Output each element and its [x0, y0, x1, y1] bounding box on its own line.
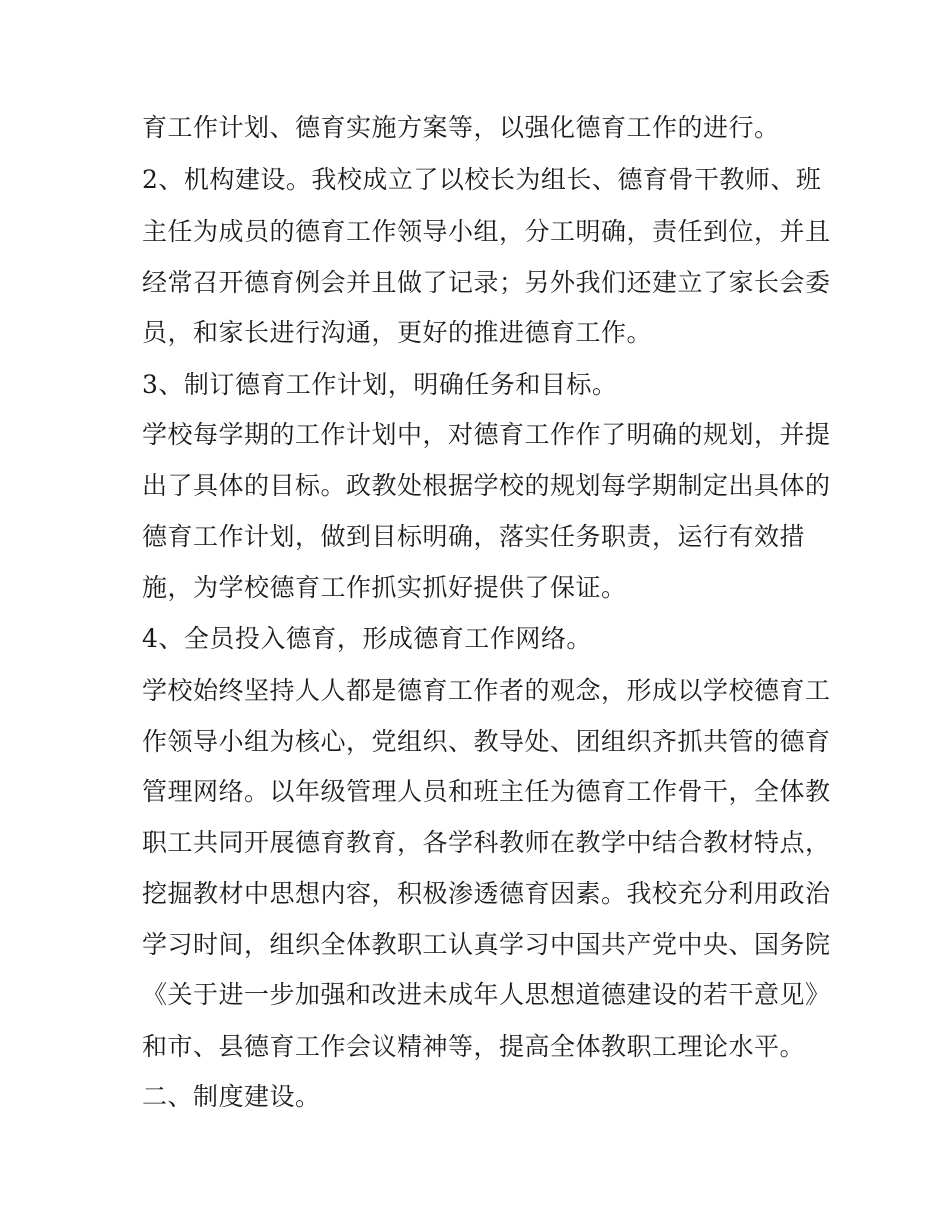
text-line: 经常召开德育例会并且做了记录；另外我们还建立了家长会委	[142, 268, 831, 297]
text-line: 育工作计划、德育实施方案等，以强化德育工作的进行。	[142, 113, 780, 142]
text-line: 出了具体的目标。政教处根据学校的规划每学期制定出具体的	[142, 471, 831, 500]
text-line: 员，和家长进行沟通，更好的推进德育工作。	[142, 318, 653, 347]
section-heading: 二、制度建设。	[142, 1082, 321, 1111]
section-heading: 3、制订德育工作计划，明确任务和目标。	[142, 370, 618, 399]
text-line: 学校始终坚持人人都是德育工作者的观念，形成以学校德育工	[142, 676, 831, 705]
text-line: 管理网络。以年级管理人员和班主任为德育工作骨干，全体教	[142, 777, 831, 806]
section-heading: 2、机构建设。我校成立了以校长为组长、德育骨干教师、班	[142, 165, 822, 194]
text-line: 施，为学校德育工作抓实抓好提供了保证。	[142, 573, 627, 602]
text-line: 挖掘教材中思想内容，积极渗透德育因素。我校充分利用政治	[142, 879, 831, 908]
text-line: 学习时间，组织全体教职工认真学习中国共产党中央、国务院	[142, 930, 831, 959]
text-line: 作领导小组为核心，党组织、教导处、团组织齐抓共管的德育	[142, 727, 831, 756]
text-line: 职工共同开展德育教育，各学科教师在教学中结合教材特点，	[142, 828, 831, 857]
text-line: 和市、县德育工作会议精神等，提高全体教职工理论水平。	[142, 1032, 806, 1061]
text-line: 《关于进一步加强和改进未成年人思想道德建设的若干意见》	[142, 980, 831, 1009]
text-line: 主任为成员的德育工作领导小组，分工明确，责任到位，并且	[142, 217, 831, 246]
text-line: 德育工作计划，做到目标明确，落实任务职责，运行有效措	[142, 522, 806, 551]
text-line: 学校每学期的工作计划中，对德育工作作了明确的规划，并提	[142, 420, 831, 449]
section-heading: 4、全员投入德育，形成德育工作网络。	[142, 624, 592, 653]
